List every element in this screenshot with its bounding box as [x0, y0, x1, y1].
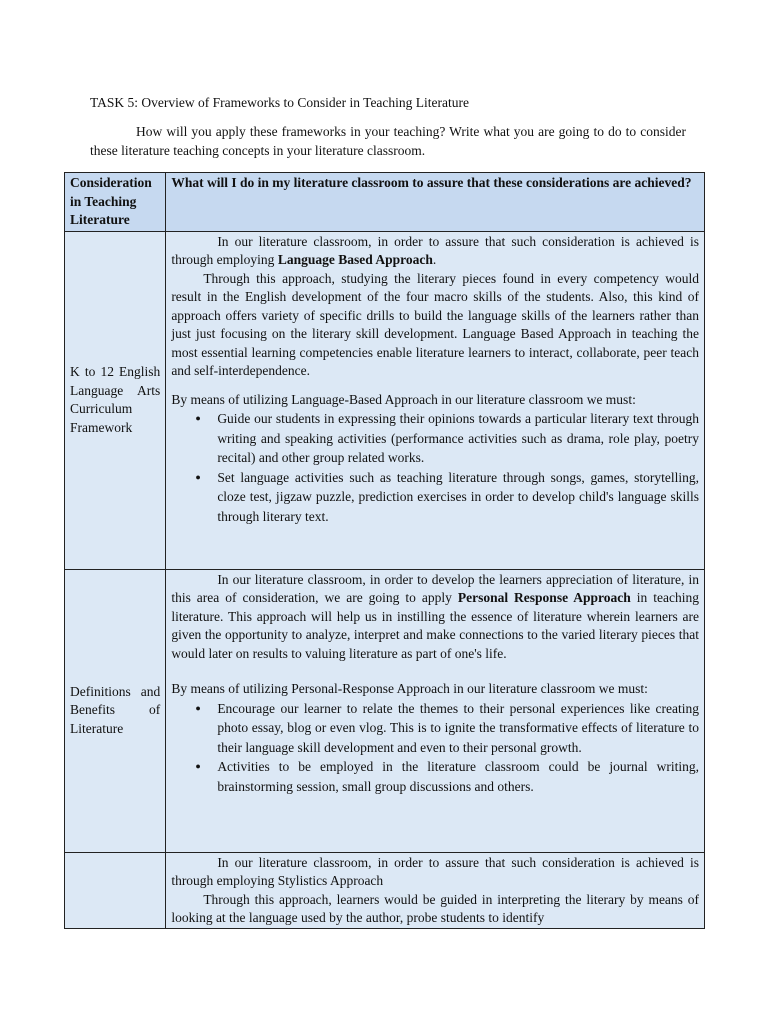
means-paragraph: By means of utilizing Language-Based Approach in our literature classroom we must: — [171, 391, 636, 407]
action-cell — [166, 852, 705, 928]
task-title: TASK 5: Overview of Frameworks to Consider in Teaching Literature — [90, 95, 470, 110]
means-paragraph: By means of utilizing Personal-Response Approach in our literature classroom we must: — [171, 681, 648, 696]
action-cell — [166, 231, 705, 569]
header-consideration: Consideration in Teaching Literature — [65, 173, 166, 232]
table-row — [65, 569, 705, 852]
table-header-row — [65, 173, 705, 232]
action-list — [171, 409, 699, 526]
list-item: ● Guide our students in expressing their opinions towards a particular literary text through writing and speaking activities (performance activities such as drama, role play, poetry recital) and other group related works. — [217, 409, 699, 468]
consideration-cell — [65, 569, 166, 852]
frameworks-table — [64, 172, 705, 929]
table-row — [65, 852, 705, 928]
consideration-text: K to 12 English Language Arts Curriculum Framework — [70, 364, 161, 435]
list-item: ● Activities to be employed in the literature classroom could be journal writing, brainstorming session, small group discussions and others. — [217, 757, 699, 796]
consideration-cell — [65, 231, 166, 569]
action-list — [171, 699, 699, 797]
list-item: ● Encourage our learner to relate the themes to their personal experiences like creating photo essay, blog or even vlog. This is to ignite the transformative effects of literature to their language skill development and even to their personal growth. — [217, 699, 699, 758]
approach-name: Language Based Approach — [277, 252, 433, 267]
approach-paragraph: In our literature classroom, in order to develop the learners appreciation of literature, in this area of consideration, we are going to apply Personal Response Approach in teaching literature. This approach will help us in instilling the essence of literature wherein learners are given the opportunity to analyze, interpret and make connections to the varied literary pieces that would later on results to valuing literature as part of one's life. — [171, 571, 699, 661]
header-action: What will I do in my literature classroom to assure that these considerations are achieved? — [166, 173, 705, 232]
approach-paragraph: In our literature classroom, in order to assure that such consideration is achieved is through employing Stylistics Approach — [171, 854, 699, 888]
approach-name: Personal Response Approach — [457, 590, 631, 605]
list-item: ● Set language activities such as teaching literature through songs, games, storytelling, cloze test, jigzaw puzzle, prediction exercises in order to develop child's language skills through literary text. — [217, 468, 699, 527]
action-cell — [166, 569, 705, 852]
approach-explanation: Through this approach, learners would be guided in interpreting the literary by means of looking at the language used by the author, probe students to identify — [171, 891, 699, 925]
task-instructions: How will you apply these frameworks in your teaching? Write what you are going to do to consider these literature teaching concepts in your literature classroom. — [90, 124, 686, 158]
consideration-cell — [65, 852, 166, 928]
table-row — [65, 231, 705, 569]
approach-paragraph: In our literature classroom, in order to assure that such consideration is achieved is through employing Language Based Approach. — [171, 233, 699, 267]
consideration-text: Definitions and Benefits of Literature — [70, 683, 161, 736]
approach-explanation: Through this approach, studying the literary pieces found in every competency would result in the English development of the four macro skills of the students. Also, this kind of approach offers variety of specific drills to build the language skills of the learners rather than just just focusing on the literary skill development. Language Based Approach in teaching the most essential learning competencies enable literature learners to interact, collaborate, peer teach and self-interdependence. — [171, 270, 699, 378]
